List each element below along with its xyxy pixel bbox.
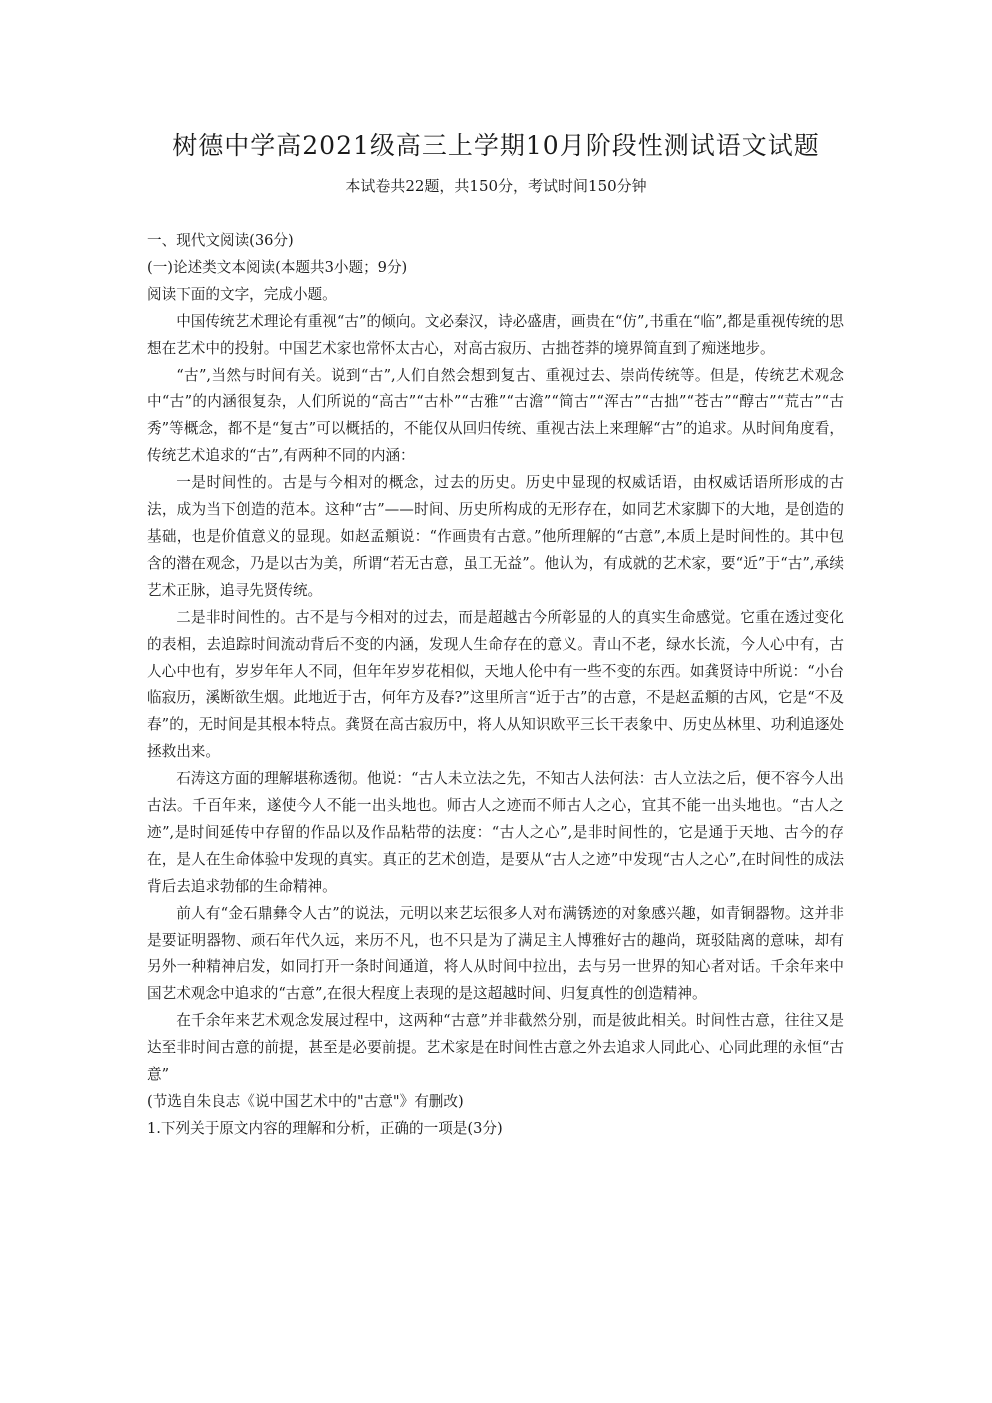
passage-paragraph: 石涛这方面的理解堪称透彻。他说：“古人未立法之先，不知古人法何法：古人立法之后，便不容今人出古法。千百年来，遂使今人不能一出头地也。师古人之迹而不师古人之心，宜其不能一出头地也。“古人之迹”,是时间延传中存留的作品以及作品粘带的法度：“古人之心”,是非时间性的，它是通于天地、古今的存在，是人在生命体验中发现的真实。真正的艺术创造，是要从“古人之迹”中发现“古人之心”,在时间性的成法背后去追求勃郁的生命精神。 [147, 770, 844, 895]
source-note: (节选自朱良志《说中国艺术中的"古意"》有删改) [147, 1093, 464, 1110]
passage-paragraph: “古”,当然与时间有关。说到“古”,人们自然会想到复古、重视过去、崇尚传统等。但是，传统艺术观念中“古”的内涵很复杂，人们所说的“高古”“古朴”“古雅”“古澹”“简古”“浑古”“古拙”“苍古”“醇古”“荒古”“古秀”等概念，都不是“复古”可以概括的，不能仅从回归传统、重视古法上来理解“古”的追求。从时间角度看，传统艺术追求的“古”,有两种不同的内涵： [147, 366, 844, 465]
exam-title: 树德中学高2021级高三上学期10月阶段性测试语文试题 [172, 131, 820, 160]
passage-paragraph: 中国传统艺术理论有重视“古”的倾向。文必秦汉，诗必盛唐，画贵在“仿”,书重在“临”,都是重视传统的思想在艺术中的投射。中国艺术家也常怀太古心，对高古寂历、古拙苍莽的境界简直到了痴迷地步。 [147, 312, 844, 357]
passage-paragraph: 二是非时间性的。古不是与今相对的过去，而是超越古今所彰显的人的真实生命感觉。它重在透过变化的表相，去追踪时间流动背后不变的内涵，发现人生命存在的意义。青山不老，绿水长流，今人心中有，古人心中也有，岁岁年年人不同，但年年岁岁花相似，天地人伦中有一些不变的东西。如龚贤诗中所说：“小台临寂历，溪断欲生烟。此地近于古，何年方及春?”这里所言“近于古”的古意，不是赵孟頫的古风，它是“不及春”的，无时间是其根本特点。龚贤在高古寂历中，将人从知识欧平三长干表象中、历史丛林里、功利追逐处拯救出来。 [147, 608, 844, 761]
passage-paragraph: 一是时间性的。古是与今相对的概念，过去的历史。历史中显现的权威话语，由权威话语所形成的古法，成为当下创造的范本。这种“古”——时间、历史所构成的无形存在，如同艺术家脚下的大地，是创造的基础，也是价值意义的显现。如赵孟頫说：“作画贵有古意。”他所理解的“古意”,本质上是时间性的。其中包含的潜在观念，乃是以古为美，所谓“若无古意，虽工无益”。他认为，有成就的艺术家，要“近”于“古”,承续艺术正脉，追寻先贤传统。 [147, 474, 844, 599]
exam-subtitle: 本试卷共22题，共150分，考试时间150分钟 [345, 177, 647, 195]
reading-instruction: 阅读下面的文字，完成小题。 [147, 285, 337, 303]
passage-paragraph: 在千余年来艺术观念发展过程中，这两种“古意”并非截然分别，而是彼此相关。时间性古意，往往又是达至非时间古意的前提，甚至是必要前提。艺术家是在时间性古意之外去追求人同此心、心同此理的永恒“古意” [147, 1012, 844, 1084]
passage-paragraph: 前人有“金石鼎彝令人古”的说法，元明以来艺坛很多人对布满锈迹的对象感兴趣，如青铜器物。这并非是要证明器物、顽石年代久远，来历不凡，也不只是为了满足主人博雅好古的趣尚，斑驳陆离的意味，却有另外一种精神启发，如同打开一条时间通道，将人从时间中拉出，去与另一世界的知心者对话。千余年来中国艺术观念中追求的“古意”,在很大程度上表现的是这超越时间、归复真性的创造精神。 [147, 904, 844, 1003]
question-1: 1.下列关于原文内容的理解和分析，正确的一项是(3分) [147, 1119, 503, 1137]
section-heading: 一、现代文阅读(36分) [147, 232, 294, 249]
subsection-heading: (一)论述类文本阅读(本题共3小题；9分) [147, 258, 408, 276]
exam-content [147, 228, 844, 1143]
